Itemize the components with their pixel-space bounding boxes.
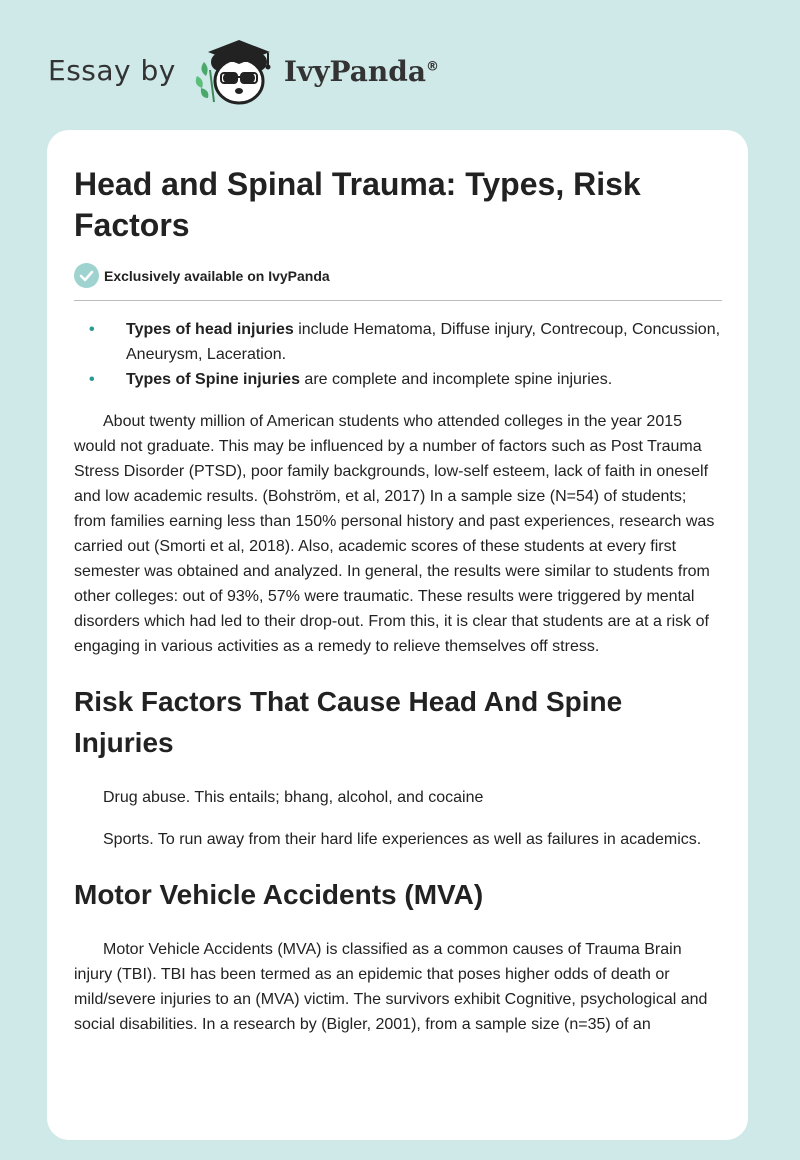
divider xyxy=(74,300,722,301)
check-circle-icon xyxy=(74,263,99,288)
bullet-icon: • xyxy=(89,371,95,388)
essay-by-label: Essay by xyxy=(48,53,176,87)
list-item xyxy=(89,367,722,392)
paragraph: Motor Vehicle Accidents (MVA) is classified as a common causes of Trauma Brain injury (TBI). TBI has been termed as an epidemic that poses higher odds of death or mild/severe injuries to an (MVA) victim. The survivors exhibit Cognitive, psychological and social disabilities. In a research by (Bigler, 2001), from a sample size (n=35) of an xyxy=(74,941,708,1033)
site-header xyxy=(48,36,439,108)
paragraph: About twenty million of American students who attended colleges in the year 2015 would not graduate. This may be influenced by a number of factors such as Post Trauma Stress Disorder (PTSD), poor family backgrounds, low-self esteem, lack of faith in oneself and low academic results. (Bohström, et al, 2017) In a sample size (N=54) of students; from families earning less than 150% personal history and past experiences, research was carried out (Smorti et al, 2018). Also, academic scores of these students at every first semester was obtained and analyzed. In general, the results were similar to students from other colleges: out of 93%, 57% were traumatic. These results were triggered by mental disorders which had led to their drop-out. From this, it is clear that students are at a risk of engaging in various activities as a remedy to relieve themselves off stress. xyxy=(74,413,715,655)
bullet-list xyxy=(74,317,722,392)
list-item xyxy=(89,317,722,367)
list-item-text: are complete and incomplete spine injuries. xyxy=(299,371,613,388)
paragraph: Drug abuse. This entails; bhang, alcohol, and cocaine xyxy=(103,789,484,806)
paragraph: Sports. To run away from their hard life experiences as well as failures in academics. xyxy=(103,831,702,848)
exclusive-badge xyxy=(74,263,722,288)
list-item-text: include Hematoma, Diffuse injury, Contrecoup, Concussion, Aneurysm, Laceration. xyxy=(126,321,721,363)
list-item-bold: Types of head injuries xyxy=(126,321,294,338)
bullet-icon: • xyxy=(89,321,95,338)
exclusive-label: Exclusively available on IvyPanda xyxy=(104,267,330,284)
essay-card xyxy=(47,130,748,1140)
section-heading-mva: Motor Vehicle Accidents (MVA) xyxy=(74,879,484,910)
list-item-bold: Types of Spine injuries xyxy=(126,371,300,388)
panda-logo-icon xyxy=(192,36,276,108)
page-title: Head and Spinal Trauma: Types, Risk Factors xyxy=(74,166,641,243)
brand-name: IvyPanda® xyxy=(283,54,440,88)
section-heading-risk: Risk Factors That Cause Head And Spine Injuries xyxy=(74,686,623,758)
